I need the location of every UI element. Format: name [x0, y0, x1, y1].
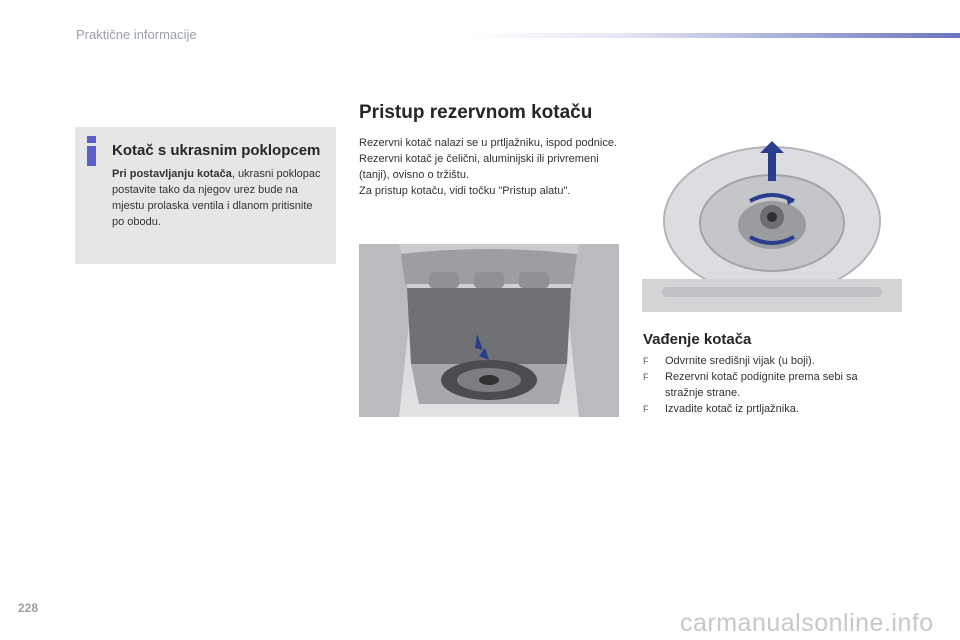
steps-list [643, 353, 893, 417]
intro-paragraph: Rezervni kotač nalazi se u prtljažniku, ispod podnice. [359, 137, 618, 149]
list-item [643, 353, 893, 369]
list-item [643, 369, 893, 401]
intro-text [359, 135, 619, 199]
bullet-icon: F [643, 404, 649, 414]
step-text: Odvrnite središnji vijak (u boji). [665, 355, 815, 367]
step-text: Izvadite kotač iz prtljažnika. [665, 403, 799, 415]
list-item [643, 401, 893, 417]
step-text: Rezervni kotač podignite prema sebi sa stražnje strane. [665, 371, 858, 399]
header-gradient-bar [470, 33, 960, 38]
page-number: 228 [18, 601, 39, 615]
intro-paragraph: Rezervni kotač je čelični, aluminijski ili privremeni (tanji), ovisno o tržištu. [359, 153, 599, 181]
watermark: carmanualsonline.info [680, 609, 934, 637]
info-box-text [112, 166, 327, 230]
bullet-icon: F [643, 372, 649, 382]
bullet-icon: F [643, 356, 649, 366]
spare-wheel-illustration [642, 141, 902, 312]
info-icon [83, 136, 99, 166]
page-title: Pristup rezervnom kotaču [359, 102, 593, 123]
section-title: Praktične informacije [76, 27, 197, 42]
info-box-text-bold: Pri postavljanju kotača [112, 168, 232, 180]
trunk-illustration [359, 244, 619, 417]
info-box-text-rest: , ukrasni poklopac postavite tako da njegov urez bude na mjestu prolaska ventila i dlanom pritisnite po obodu. [112, 168, 321, 228]
intro-paragraph: Za pristup kotaču, vidi točku "Pristup alatu". [359, 185, 571, 197]
info-box-title: Kotač s ukrasnim poklopcem [112, 142, 321, 159]
section-subtitle: Vađenje kotača [643, 331, 752, 348]
